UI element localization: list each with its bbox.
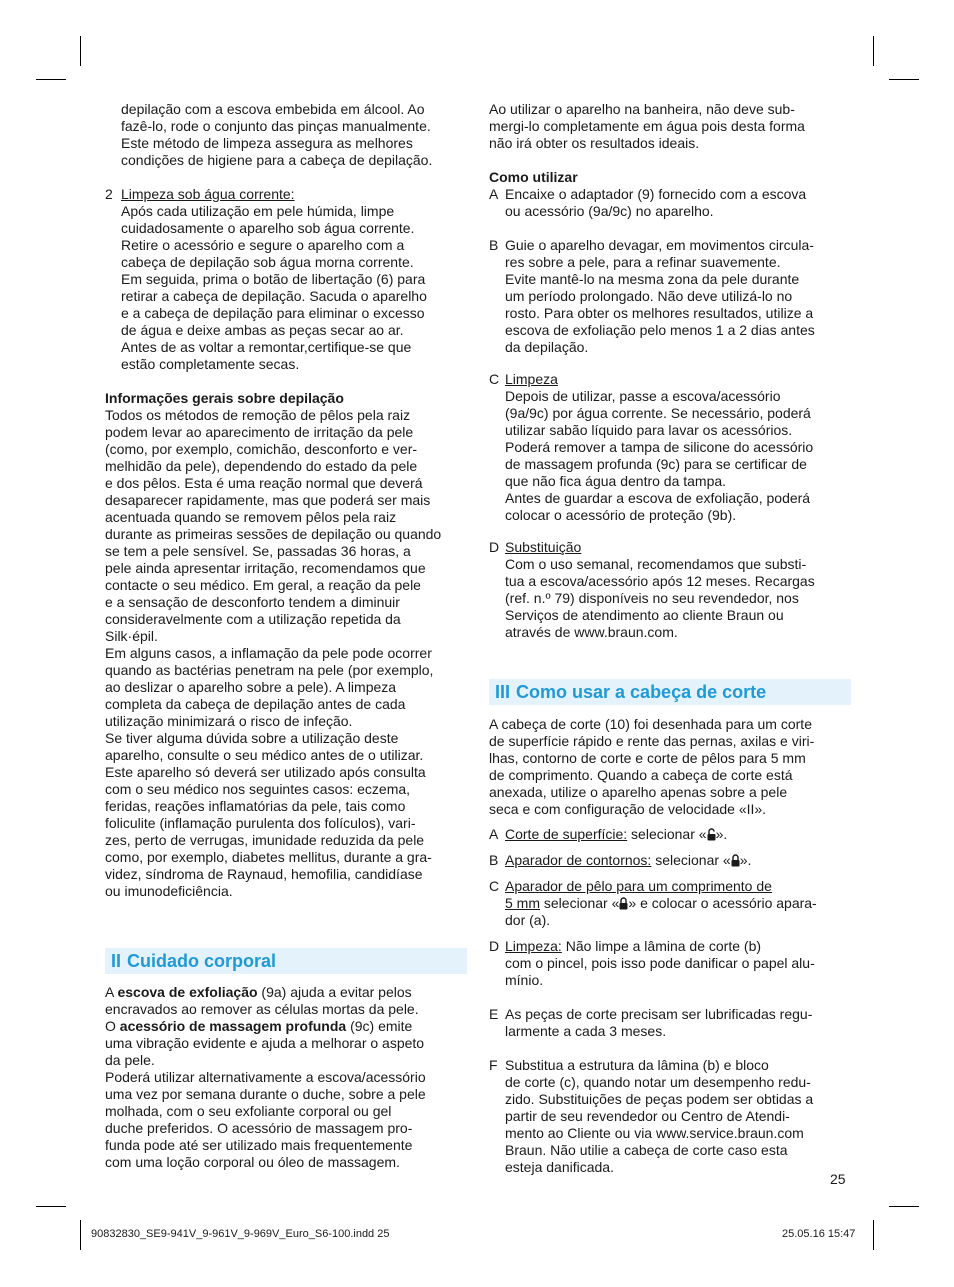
text-line: uma vibração evidente e ajuda a melhorar o aspeto bbox=[105, 1035, 425, 1051]
text-line: de água e deixe ambas as peças secar ao ar. bbox=[121, 322, 404, 338]
text-line: Com o uso semanal, recomendamos que substi- bbox=[505, 556, 807, 572]
text-line: de superfície rápido e rente das pernas, axilas e viri- bbox=[489, 733, 815, 749]
text-run: selecionar « bbox=[540, 895, 620, 911]
text-run: Não limpe a lâmina de corte (b) bbox=[561, 938, 762, 954]
list-marker: A bbox=[489, 826, 499, 842]
text-run: » e colocar o acessório apara- bbox=[628, 895, 817, 911]
item-title: Corte de superfície: bbox=[505, 826, 628, 842]
text-line: encravados ao remover as células mortas da pele. bbox=[105, 1001, 419, 1017]
right-column bbox=[489, 101, 851, 1176]
item-title: 5 mm bbox=[505, 895, 540, 911]
text-line: Guie o aparelho devagar, em movimentos circula- bbox=[505, 237, 814, 253]
footer-date: 25.05.16 15:47 bbox=[782, 1228, 856, 1240]
item-title: Limpeza: bbox=[505, 938, 562, 954]
text-line: aparelho, consulte o seu médico antes de o utilizar. bbox=[105, 747, 424, 763]
text-line: videz, síndroma de Raynaud, hemofilia, candidíase bbox=[105, 866, 423, 882]
info-paragraph-3 bbox=[105, 730, 467, 900]
text-line: Antes de as voltar a remontar,certifique-se que bbox=[121, 339, 412, 355]
list-item-f-replace-parts bbox=[489, 1057, 851, 1176]
text-line: contacte o seu médico. Em geral, a reação da pele bbox=[105, 577, 421, 593]
text-line: (ref. n.º 79) disponíveis no seu revendedor, nos bbox=[505, 590, 799, 606]
item-title: Limpeza bbox=[505, 371, 558, 387]
text-line: com uma loção corporal ou óleo de massagem. bbox=[105, 1154, 400, 1170]
text-line: quando as bactérias penetram na pele (por exemplo, bbox=[105, 662, 434, 678]
text-line: Este aparelho só deverá ser utilizado após consulta bbox=[105, 764, 426, 780]
list-marker: E bbox=[489, 1006, 499, 1022]
crop-mark bbox=[873, 1220, 874, 1250]
list-marker: D bbox=[489, 938, 500, 954]
text-line: tua a escova/acessório após 12 meses. Recargas bbox=[505, 573, 815, 589]
text-line: molhada, com o seu exfoliante corporal ou gel bbox=[105, 1103, 392, 1119]
text-line: utilizar sabão líquido para lavar os acessórios. bbox=[505, 422, 793, 438]
text-line: duche preferidos. O acessório de massagem pro- bbox=[105, 1120, 413, 1136]
text-line: depilação com a escova embebida em álcool. Ao bbox=[121, 101, 425, 117]
crop-mark bbox=[889, 1206, 919, 1207]
item-title: Limpeza sob água corrente: bbox=[121, 186, 295, 202]
text-line: consideravelmente com a utilização repetida da bbox=[105, 611, 401, 627]
text-run: O bbox=[105, 1018, 120, 1034]
crop-mark bbox=[80, 1220, 81, 1250]
how-to-use-heading: Como utilizar bbox=[489, 169, 578, 185]
text-line: Após cada utilização em pele húmida, limpe bbox=[121, 203, 395, 219]
list-marker: 2 bbox=[105, 186, 113, 202]
text-line: através de www.braun.com. bbox=[505, 624, 678, 640]
text-line: zes, perto de verrugas, imunidade reduzida da pele bbox=[105, 832, 425, 848]
text-line: Encaixe o adaptador (9) fornecido com a escova bbox=[505, 186, 807, 202]
text-line: Em alguns casos, a inflamação da pele pode ocorrer bbox=[105, 645, 432, 661]
text-line: mínio. bbox=[505, 972, 544, 988]
item-title: Substituição bbox=[505, 539, 582, 555]
list-marker: D bbox=[489, 539, 500, 555]
crop-mark bbox=[36, 1206, 66, 1207]
text-line: seca e com configuração de velocidade «II». bbox=[489, 801, 767, 817]
cleaning-alcohol-paragraph bbox=[105, 101, 467, 169]
text-line: lhas, contorno de corte e corte de pêlos para 5 mm bbox=[489, 750, 806, 766]
text-line: res sobre a pele, para a refinar suavemente. bbox=[505, 254, 781, 270]
bathtub-paragraph bbox=[489, 101, 851, 152]
text-run: (9a) ajuda a evitar pelos bbox=[257, 984, 412, 1000]
text-line: As peças de corte precisam ser lubrificadas regu- bbox=[505, 1006, 813, 1022]
text-line: durante as primeiras sessões de depilação ou quando bbox=[105, 526, 442, 542]
text-line: colocar o acessório de proteção (9b). bbox=[505, 507, 737, 523]
text-line: mergi-lo completamente em água pois desta forma bbox=[489, 118, 805, 134]
text-line: pele ainda apresentar irritação, recomendamos que bbox=[105, 560, 426, 576]
bold-term: acessório de massagem profunda bbox=[119, 1018, 347, 1034]
text-line: Se tiver alguma dúvida sobre a utilização deste bbox=[105, 730, 399, 746]
text-line: condições de higiene para a cabeça de depilação. bbox=[121, 152, 433, 168]
text-line: estão completamente secas. bbox=[121, 356, 300, 372]
list-marker: C bbox=[489, 878, 500, 894]
text-line: da depilação. bbox=[505, 339, 589, 355]
section-title: Cuidado corporal bbox=[127, 951, 277, 971]
section-heading-cutting-head bbox=[489, 679, 851, 705]
text-line: se tem a pele sensível. Se, passadas 36 horas, a bbox=[105, 543, 411, 559]
text-line: (como, por exemplo, comichão, desconforto e ver- bbox=[105, 441, 418, 457]
list-item-d-cutter-cleaning bbox=[489, 938, 851, 989]
list-marker: B bbox=[489, 852, 499, 868]
text-line: uma vez por semana durante o duche, sobre a pele bbox=[105, 1086, 426, 1102]
text-line: da pele. bbox=[105, 1052, 155, 1068]
text-line: feridas, reações inflamatórias da pele, tais como bbox=[105, 798, 406, 814]
left-column bbox=[105, 101, 467, 1171]
section-number: II bbox=[111, 951, 122, 971]
text-line: de massagem profunda (9c) para se certificar de bbox=[505, 456, 807, 472]
text-line: anexada, utilize o aparelho apenas sobre a pele bbox=[489, 784, 788, 800]
info-heading: Informações gerais sobre depilação bbox=[105, 390, 344, 406]
list-item-b-guide bbox=[489, 237, 851, 356]
info-paragraph-1 bbox=[105, 407, 467, 645]
text-line: completa da cabeça de depilação antes de cada bbox=[105, 696, 406, 712]
text-line: Braun. Não utilie a cabeça de corte caso esta bbox=[505, 1142, 788, 1158]
text-line: de comprimento. Quando a cabeça de corte está bbox=[489, 767, 793, 783]
list-marker: B bbox=[489, 237, 499, 253]
list-item-b-contour-trimmer bbox=[489, 852, 851, 869]
text-line: A cabeça de corte (10) foi desenhada para um corte bbox=[489, 716, 812, 732]
text-line: Este método de limpeza assegura as melhores bbox=[121, 135, 413, 151]
text-line: Retire o acessório e segure o aparelho com a bbox=[121, 237, 405, 253]
crop-mark bbox=[889, 79, 919, 80]
text-run: ». bbox=[739, 852, 752, 868]
text-line: zido. Substituições de peças podem ser obtidas a bbox=[505, 1091, 814, 1107]
list-item-a-surface-cut bbox=[489, 826, 851, 843]
text-line: partir de seu revendedor ou Centro de Atendi- bbox=[505, 1108, 790, 1124]
text-line: Poderá utilizar alternativamente a escova/acessório bbox=[105, 1069, 426, 1085]
text-line: foliculite (inflamação purulenta dos folículos), vari- bbox=[105, 815, 416, 831]
text-line: ou imunodeficiência. bbox=[105, 883, 233, 899]
text-line: utilização minimizará o risco de infeção. bbox=[105, 713, 353, 729]
text-line: um período prolongado. Não deve utilizá-lo no bbox=[505, 288, 793, 304]
page-number: 25 bbox=[830, 1171, 846, 1187]
text-line: Depois de utilizar, passe a escova/acessório bbox=[505, 388, 781, 404]
cutting-head-intro bbox=[489, 716, 851, 818]
bold-term: escova de exfoliação bbox=[117, 984, 258, 1000]
text-line: cuidadosamente o aparelho sob água corrente. bbox=[121, 220, 415, 236]
text-line: ao deslizar o aparelho sobre a pele). A limpeza bbox=[105, 679, 397, 695]
text-run: A bbox=[105, 984, 118, 1000]
text-line: fazê-lo, rode o conjunto das pinças manualmente. bbox=[121, 118, 431, 134]
lock-icon bbox=[731, 854, 740, 867]
text-line: larmente a cada 3 meses. bbox=[505, 1023, 667, 1039]
text-line: retirar a cabeça de depilação. Sacuda o aparelho bbox=[121, 288, 427, 304]
crop-mark bbox=[873, 36, 874, 66]
text-line: Evite mantê-lo na mesma zona da pele durante bbox=[505, 271, 800, 287]
section-heading-body-care bbox=[105, 948, 467, 974]
unlock-icon bbox=[707, 828, 716, 841]
text-line: melhidão da pele), dependendo do estado da pele bbox=[105, 458, 418, 474]
text-line: acentuada quando se removem pêlos pela raiz bbox=[105, 509, 397, 525]
text-line: Silk·épil. bbox=[105, 628, 158, 644]
text-line: com o seu médico nos seguintes casos: eczema, bbox=[105, 781, 411, 797]
section-number: III bbox=[495, 682, 511, 702]
text-line: Serviços de atendimento ao cliente Braun ou bbox=[505, 607, 784, 623]
list-item-a-attach bbox=[489, 186, 851, 220]
text-run: ». bbox=[715, 826, 728, 842]
section-title: Como usar a cabeça de corte bbox=[516, 682, 767, 702]
text-line: dor (a). bbox=[505, 912, 551, 928]
text-line: Antes de guardar a escova de exfoliação, poderá bbox=[505, 490, 811, 506]
text-line: esteja danificada. bbox=[505, 1159, 614, 1175]
text-run: selecionar « bbox=[651, 852, 731, 868]
list-item-e-lubrication bbox=[489, 1006, 851, 1040]
text-line: funda pode até ser utilizado mais frequentemente bbox=[105, 1137, 413, 1153]
text-line: desaparecer rapidamente, mas que poderá ser mais bbox=[105, 492, 431, 508]
text-line: ou acessório (9a/9c) no aparelho. bbox=[505, 203, 714, 219]
list-item-c-cleaning bbox=[489, 371, 851, 524]
list-marker: A bbox=[489, 186, 499, 202]
text-line: que não fica água dentro da tampa. bbox=[505, 473, 727, 489]
text-line: escova de exfoliação pelo menos 1 a 2 dias antes bbox=[505, 322, 815, 338]
text-run: (9c) emite bbox=[346, 1018, 413, 1034]
footer-filename: 90832830_SE9-941V_9-961V_9-969V_Euro_S6-100.indd 25 bbox=[91, 1228, 390, 1240]
crop-mark bbox=[36, 79, 66, 80]
text-line: como, por exemplo, diabetes mellitus, durante a gra- bbox=[105, 849, 432, 865]
text-line: podem levar ao aparecimento de irritação da pele bbox=[105, 424, 414, 440]
text-line: rosto. Para obter os melhores resultados, utilize a bbox=[505, 305, 814, 321]
text-line: Ao utilizar o aparelho na banheira, não deve sub- bbox=[489, 101, 795, 117]
text-line: com o pincel, pois isso pode danificar o papel alu- bbox=[505, 955, 815, 971]
text-line: e a sensação de desconforto tendem a diminuir bbox=[105, 594, 400, 610]
list-item-d-replacement bbox=[489, 539, 851, 641]
text-line: e dos pêlos. Esta é uma reação normal que deverá bbox=[105, 475, 423, 491]
item-title: Aparador de contornos: bbox=[505, 852, 652, 868]
text-line: Todos os métodos de remoção de pêlos pela raiz bbox=[105, 407, 411, 423]
text-line: Em seguida, prima o botão de libertação (6) para bbox=[121, 271, 426, 287]
list-item-c-length-trimmer bbox=[489, 878, 851, 929]
body-care-paragraph-1 bbox=[105, 984, 467, 1069]
text-line: (9a/9c) por água corrente. Se necessário, poderá bbox=[505, 405, 811, 421]
text-line: de corte (c), quando notar um desempenho redu- bbox=[505, 1074, 811, 1090]
body-care-paragraph-2 bbox=[105, 1069, 467, 1171]
crop-mark bbox=[80, 36, 81, 66]
item-title: Aparador de pêlo para um comprimento de bbox=[505, 878, 772, 894]
text-line: Poderá remover a tampa de silicone do acessório bbox=[505, 439, 814, 455]
text-line: Substitua a estrutura da lâmina (b) e bloco bbox=[505, 1057, 769, 1073]
text-line: e a cabeça de depilação para eliminar o excesso bbox=[121, 305, 425, 321]
text-line: cabeça de depilação sob água morna corrente. bbox=[121, 254, 414, 270]
text-line: não irá obter os resultados ideais. bbox=[489, 135, 700, 151]
list-marker: C bbox=[489, 371, 500, 387]
text-line: mento ao Cliente ou via www.service.braun.com bbox=[505, 1125, 804, 1141]
text-run: selecionar « bbox=[627, 826, 707, 842]
info-paragraph-2 bbox=[105, 645, 467, 730]
list-marker: F bbox=[489, 1057, 498, 1073]
list-item-2-running-water bbox=[105, 186, 467, 373]
